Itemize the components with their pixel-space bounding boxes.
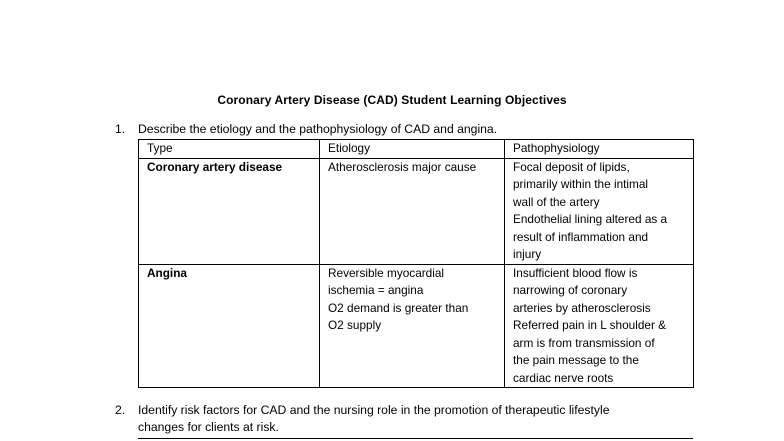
table-cell-pathophysiology bbox=[505, 158, 694, 264]
cell-line: Endothelial lining altered as a bbox=[513, 212, 668, 226]
cell-line: injury bbox=[513, 247, 542, 261]
table-cell-etiology bbox=[320, 264, 505, 388]
cell-line: Referred pain in L shoulder & bbox=[513, 318, 667, 332]
cell-line: ischemia = angina bbox=[328, 283, 424, 297]
page-title: Coronary Artery Disease (CAD) Student Learning Objectives bbox=[217, 93, 567, 107]
cell-line: Reversible myocardial bbox=[328, 265, 445, 280]
cell-line: Focal deposit of lipids, bbox=[513, 159, 630, 174]
table-header-type: Type bbox=[139, 140, 320, 159]
table-header-row bbox=[139, 140, 694, 159]
objectives-table bbox=[138, 139, 694, 388]
objective-2-line: Identify risk factors for CAD and the nursing role in the promotion of therapeutic lifestyle bbox=[138, 403, 610, 417]
objective-1-number: 1. bbox=[115, 122, 126, 136]
cell-line: arm is from transmission of bbox=[513, 335, 655, 350]
table-header-pathophysiology: Pathophysiology bbox=[505, 140, 694, 159]
cell-line: the pain message to the bbox=[513, 353, 639, 367]
cell-line: primarily within the intimal bbox=[513, 177, 649, 191]
cell-line: Insufficient blood flow is bbox=[513, 265, 638, 280]
cell-line: narrowing of coronary bbox=[513, 283, 628, 297]
objective-2-number: 2. bbox=[115, 403, 126, 417]
table-top-border bbox=[138, 438, 693, 439]
cell-line: cardiac nerve roots bbox=[513, 370, 614, 385]
cell-line: O2 supply bbox=[328, 318, 382, 332]
table-header-etiology: Etiology bbox=[320, 140, 505, 159]
objective-2-text bbox=[138, 402, 609, 436]
cell-line: O2 demand is greater than bbox=[328, 300, 469, 315]
table-cell-etiology bbox=[320, 158, 505, 264]
objective-2-line: changes for clients at risk. bbox=[138, 420, 279, 434]
table-cell-type: Angina bbox=[139, 264, 320, 388]
table-row bbox=[139, 264, 694, 388]
table-cell-pathophysiology bbox=[505, 264, 694, 388]
objective-1 bbox=[115, 121, 675, 139]
objective-1-text: Describe the etiology and the pathophysiology of CAD and angina. bbox=[138, 122, 498, 136]
cell-line: Atherosclerosis major cause bbox=[328, 159, 477, 174]
cell-line: arteries by atherosclerosis bbox=[513, 300, 651, 315]
objective-2 bbox=[115, 402, 675, 438]
cell-line: result of inflammation and bbox=[513, 229, 649, 244]
table-row bbox=[139, 158, 694, 264]
cell-line: wall of the artery bbox=[513, 194, 600, 209]
table-cell-type: Coronary artery disease bbox=[139, 158, 320, 264]
